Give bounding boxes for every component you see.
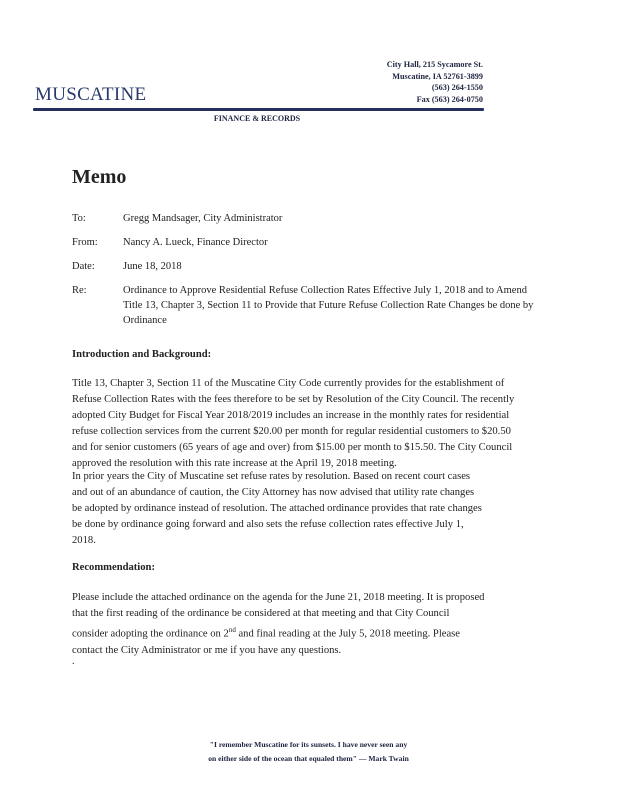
text-line: Please include the attached ordinance on the agenda for the June 21, 2018 meeting. It is proposed: [72, 592, 485, 603]
text-line: be done by ordinance going forward and also sets the refuse collection rates effective July 1,: [72, 519, 464, 530]
recommendation-heading: Recommendation:: [72, 562, 155, 573]
text-line: adopted City Budget for Fiscal Year 2018/2019 includes an increase in the monthly rates for residential: [72, 410, 510, 421]
text-line: contact the City Administrator or me if you have any questions.: [72, 644, 342, 656]
text-line: refuse collection services from the current $20.00 per month for regular residential customers to $20.50: [72, 426, 511, 437]
address-block: [387, 59, 483, 105]
re-value: [123, 283, 543, 328]
quote-line: on either side of the ocean that equaled them" — Mark Twain: [208, 754, 409, 763]
to-value: Gregg Mandsager, City Administrator: [123, 213, 283, 224]
text-line: and for senior customers (65 years of age and over) from $15.00 per month to $15.50. The City Council: [72, 442, 513, 453]
header-rule: [33, 108, 484, 111]
to-label: To:: [72, 213, 86, 224]
address-line: Muscatine, IA 52761-3899: [392, 71, 483, 81]
ordinal-suffix: nd: [228, 626, 236, 634]
from-value: Nancy A. Lueck, Finance Director: [123, 237, 268, 248]
intro-heading: Introduction and Background:: [72, 349, 212, 360]
text-line: be adopted by ordinance instead of resolution. The attached ordinance provides that rate changes: [72, 503, 482, 514]
text-line: [72, 622, 552, 643]
date-label: Date:: [72, 261, 95, 272]
recommendation-paragraph: [72, 590, 552, 659]
quote-line: "I remember Muscatine for its sunsets. I have never seen any: [209, 740, 408, 749]
footer-quote: [0, 738, 617, 766]
re-label: Re:: [72, 285, 87, 296]
intro-paragraph-2: [72, 469, 552, 549]
memo-title: Memo: [72, 166, 127, 188]
fax: Fax (563) 264-0750: [416, 94, 483, 104]
text-line: approved the resolution with this rate increase at the April 19, 2018 meeting.: [72, 458, 397, 469]
text-segment: consider adopting the ordinance on 2: [72, 628, 229, 640]
text-line: Title 13, Chapter 3, Section 11 of the Muscatine City Code currently provides for the establishment of: [72, 378, 505, 389]
text-line: In prior years the City of Muscatine set refuse rates by resolution. Based on recent court cases: [72, 471, 471, 482]
from-label: From:: [72, 237, 98, 248]
text-line: and out of an abundance of caution, the City Attorney has now advised that utility rate changes: [72, 487, 475, 498]
intro-paragraph-1: [72, 376, 552, 472]
re-line: Title 13, Chapter 3, Section 11 to Provide that Future Refuse Collection Rate Changes be done by: [123, 300, 534, 311]
phone: (563) 264-1550: [431, 83, 483, 92]
department: FINANCE & RECORDS: [213, 114, 301, 123]
re-line: Ordinance: [123, 315, 167, 326]
text-line: 2018.: [72, 535, 96, 546]
stray-mark: .: [72, 656, 75, 667]
text-segment: and final reading at the July 5, 2018 meeting. Please: [235, 628, 460, 640]
re-line: Ordinance to Approve Residential Refuse Collection Rates Effective July 1, 2018 and to Amend: [123, 285, 527, 296]
text-line: that the first reading of the ordinance be considered at that meeting and that City Council: [72, 608, 450, 619]
address-line: City Hall, 215 Sycamore St.: [386, 60, 483, 69]
muscatine-logo: MUSCATINE: [35, 84, 147, 105]
date-value: June 18, 2018: [123, 261, 182, 272]
text-line: Refuse Collection Rates with the fees therefore to be set by Resolution of the City Council. The recently: [72, 394, 515, 405]
